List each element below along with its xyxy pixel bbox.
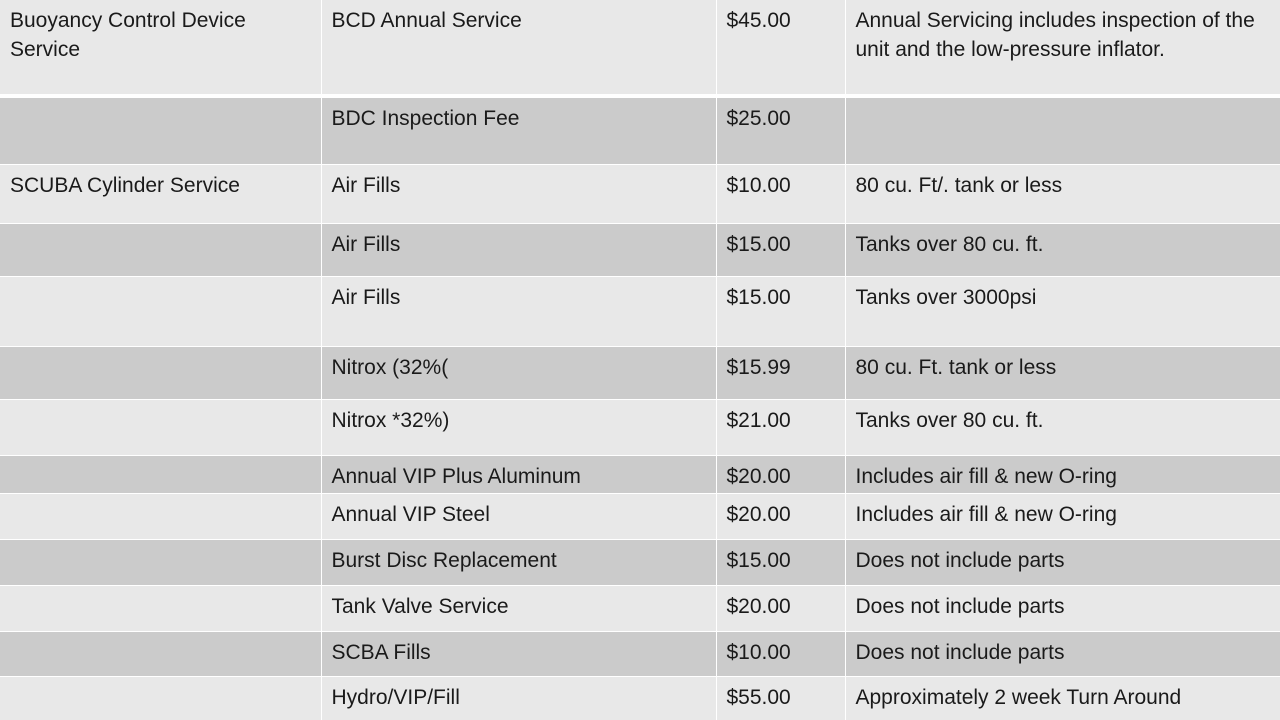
notes-cell: Tanks over 80 cu. ft. <box>845 399 1280 455</box>
price-cell: $21.00 <box>716 399 845 455</box>
service-cell: Tank Valve Service <box>321 585 716 631</box>
category-cell <box>0 399 321 455</box>
notes-cell: Tanks over 3000psi <box>845 276 1280 346</box>
price-cell: $15.00 <box>716 223 845 276</box>
table-row <box>0 676 1280 720</box>
table-row <box>0 164 1280 223</box>
price-cell: $20.00 <box>716 493 845 539</box>
notes-cell: Does not include parts <box>845 585 1280 631</box>
notes-cell: Tanks over 80 cu. ft. <box>845 223 1280 276</box>
category-cell <box>0 631 321 676</box>
price-cell: $20.00 <box>716 585 845 631</box>
price-cell: $15.00 <box>716 276 845 346</box>
notes-cell: 80 cu. Ft. tank or less <box>845 346 1280 399</box>
category-cell <box>0 493 321 539</box>
service-cell: SCBA Fills <box>321 631 716 676</box>
price-cell: $45.00 <box>716 0 845 96</box>
service-cell: Nitrox *32%) <box>321 399 716 455</box>
price-cell: $20.00 <box>716 455 845 493</box>
notes-cell <box>845 96 1280 164</box>
notes-cell: Includes air fill & new O-ring <box>845 455 1280 493</box>
service-cell: Burst Disc Replacement <box>321 539 716 585</box>
table-row <box>0 455 1280 493</box>
category-cell <box>0 676 321 720</box>
table-row <box>0 96 1280 164</box>
table-row <box>0 539 1280 585</box>
notes-cell: Approximately 2 week Turn Around <box>845 676 1280 720</box>
price-cell: $10.00 <box>716 631 845 676</box>
category-cell <box>0 585 321 631</box>
table-row <box>0 493 1280 539</box>
table-row <box>0 585 1280 631</box>
category-cell <box>0 346 321 399</box>
notes-cell: Does not include parts <box>845 631 1280 676</box>
service-cell: Air Fills <box>321 223 716 276</box>
notes-cell: Annual Servicing includes inspection of the unit and the low-pressure inflator. <box>845 0 1280 96</box>
table-row <box>0 0 1280 96</box>
table-row <box>0 346 1280 399</box>
service-cell: Nitrox (32%( <box>321 346 716 399</box>
category-cell <box>0 455 321 493</box>
notes-cell: Does not include parts <box>845 539 1280 585</box>
service-cell: BCD Annual Service <box>321 0 716 96</box>
notes-cell: Includes air fill & new O-ring <box>845 493 1280 539</box>
price-cell: $15.00 <box>716 539 845 585</box>
table-row <box>0 276 1280 346</box>
table-row <box>0 631 1280 676</box>
service-cell: Annual VIP Plus Aluminum <box>321 455 716 493</box>
price-cell: $15.99 <box>716 346 845 399</box>
service-cell: Hydro/VIP/Fill <box>321 676 716 720</box>
service-cell: Air Fills <box>321 164 716 223</box>
price-cell: $25.00 <box>716 96 845 164</box>
category-cell: SCUBA Cylinder Service <box>0 164 321 223</box>
service-cell: Annual VIP Steel <box>321 493 716 539</box>
table-row <box>0 223 1280 276</box>
category-cell <box>0 223 321 276</box>
service-cell: Air Fills <box>321 276 716 346</box>
notes-cell: 80 cu. Ft/. tank or less <box>845 164 1280 223</box>
category-cell: Buoyancy Control Device Service <box>0 0 321 96</box>
table-row <box>0 399 1280 455</box>
category-cell <box>0 96 321 164</box>
price-cell: $10.00 <box>716 164 845 223</box>
category-cell <box>0 276 321 346</box>
category-cell <box>0 539 321 585</box>
price-cell: $55.00 <box>716 676 845 720</box>
service-cell: BDC Inspection Fee <box>321 96 716 164</box>
